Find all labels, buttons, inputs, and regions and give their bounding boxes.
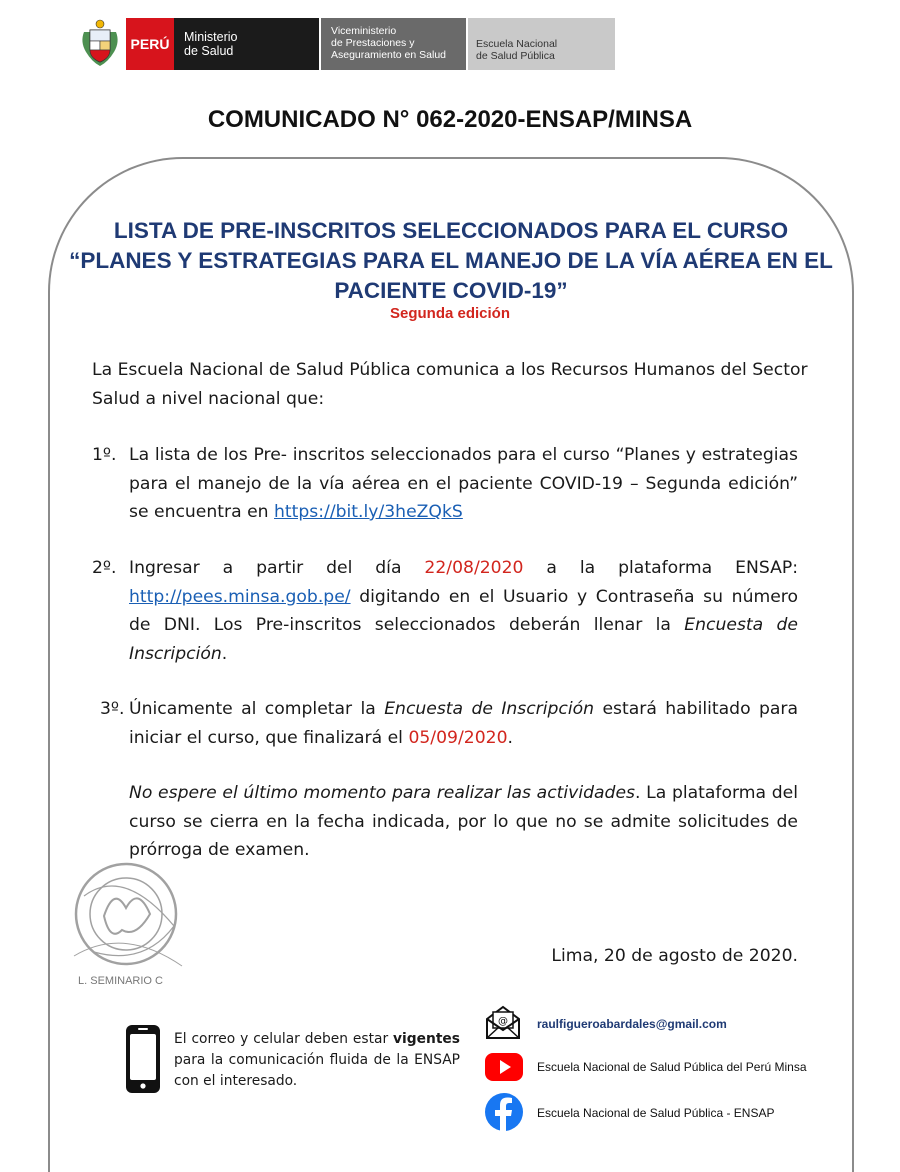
end-date: 05/09/2020 [408,727,508,748]
warning-note [129,779,798,865]
facebook-icon [484,1092,524,1132]
intro-paragraph: La Escuela Nacional de Salud Pública comunica a los Recursos Humanos del Sector Salud a nivel nacional que: [92,360,808,409]
item-text [129,554,798,668]
contact-notice [174,1029,460,1092]
school-line-2: de Salud Pública [476,50,555,62]
document-title: COMUNICADO N° 062-2020-ENSAP/MINSA [207,106,693,133]
item-text-part: digitando en el Usuario y Contraseña su número de DNI. Los Pre-inscritos seleccionados deberán llenar la [129,586,798,635]
vice-ministry-line-1: Viceministerio [331,25,397,37]
item-text-part: Únicamente al completar la [129,699,385,719]
survey-name: Encuesta de Inscripción [384,699,595,719]
platform-link[interactable]: http://pees.minsa.gob.pe/ [129,586,351,607]
item-number: 3º. [100,699,125,719]
header-banner [78,18,615,70]
note-text: . La plataforma del curso se cierra en la fecha indicada, por lo que no se admite solicitudes de prórroga de examen. [129,783,798,860]
vice-ministry-label [321,18,466,70]
notice-bold: vigentes [393,1031,460,1047]
youtube-icon [484,1052,524,1082]
item-text [129,441,798,527]
contact-email[interactable]: raulfigueroabardales@gmail.com [537,1017,727,1031]
start-date: 22/08/2020 [424,558,524,578]
school-line-1: Escuela Nacional [476,38,558,50]
date-line: Lima, 20 de agosto de 2020. [551,946,798,966]
notice-text: para la comunicación fluida de la ENSAP con el interesado. [174,1052,460,1089]
ministry-label [174,18,319,70]
list-item-1 [92,441,798,527]
list-item-3 [92,695,798,752]
peru-label: PERÚ [126,18,174,70]
item-text [129,695,798,752]
item-number: 2º. [92,558,117,578]
email-icon [484,1003,522,1041]
headline: LISTA DE PRE-INSCRITOS SELECCIONADOS PARA EL CURSO “PLANES Y ESTRATEGIAS PARA EL MANEJO DE LA VÍA AÉREA EN EL PACIENTE COVID-19” [69,218,833,303]
stamp-signature: L. SEMINARIO C [78,975,163,986]
contact-youtube[interactable]: Escuela Nacional de Salud Pública del Perú Minsa [537,1060,807,1074]
note-italic: No espere el último momento para realizar las actividades [129,783,635,803]
ministry-line-1: Ministerio [184,30,238,44]
official-stamp [64,856,194,986]
contact-facebook[interactable]: Escuela Nacional de Salud Pública - ENSAP [537,1106,775,1120]
item-text-part: Ingresar a partir del día [129,558,425,578]
mobile-phone-icon [124,1024,162,1094]
svg-text:@: @ [498,1016,508,1027]
notice-text: El correo y celular deben estar [174,1031,394,1047]
school-label [468,18,615,70]
item-text-part: estará habilitado para iniciar el curso, que finalizará el [129,699,799,748]
item-text-part: . [507,727,513,748]
item-text-part: . [221,643,228,664]
list-item-2 [92,554,798,668]
vice-ministry-line-3: Aseguramiento en Salud [331,49,446,61]
ministry-line-2: de Salud [184,44,234,58]
coat-of-arms-icon [78,18,122,70]
bitly-link[interactable]: https://bit.ly/3heZQkS [274,502,463,522]
vice-ministry-line-2: de Prestaciones y [331,37,415,49]
edition-label: Segunda edición [389,305,510,322]
item-number: 1º. [92,445,117,465]
item-text-part: a la plataforma ENSAP: [523,558,798,578]
item-text-part: La lista de los Pre- inscritos seleccionados para el curso “Planes y estrategias para el manejo de la vía aérea en el paciente COVID-19 – Segunda edición” se encuentra en [129,445,798,522]
survey-name: Encuesta de Inscripción [129,615,798,664]
